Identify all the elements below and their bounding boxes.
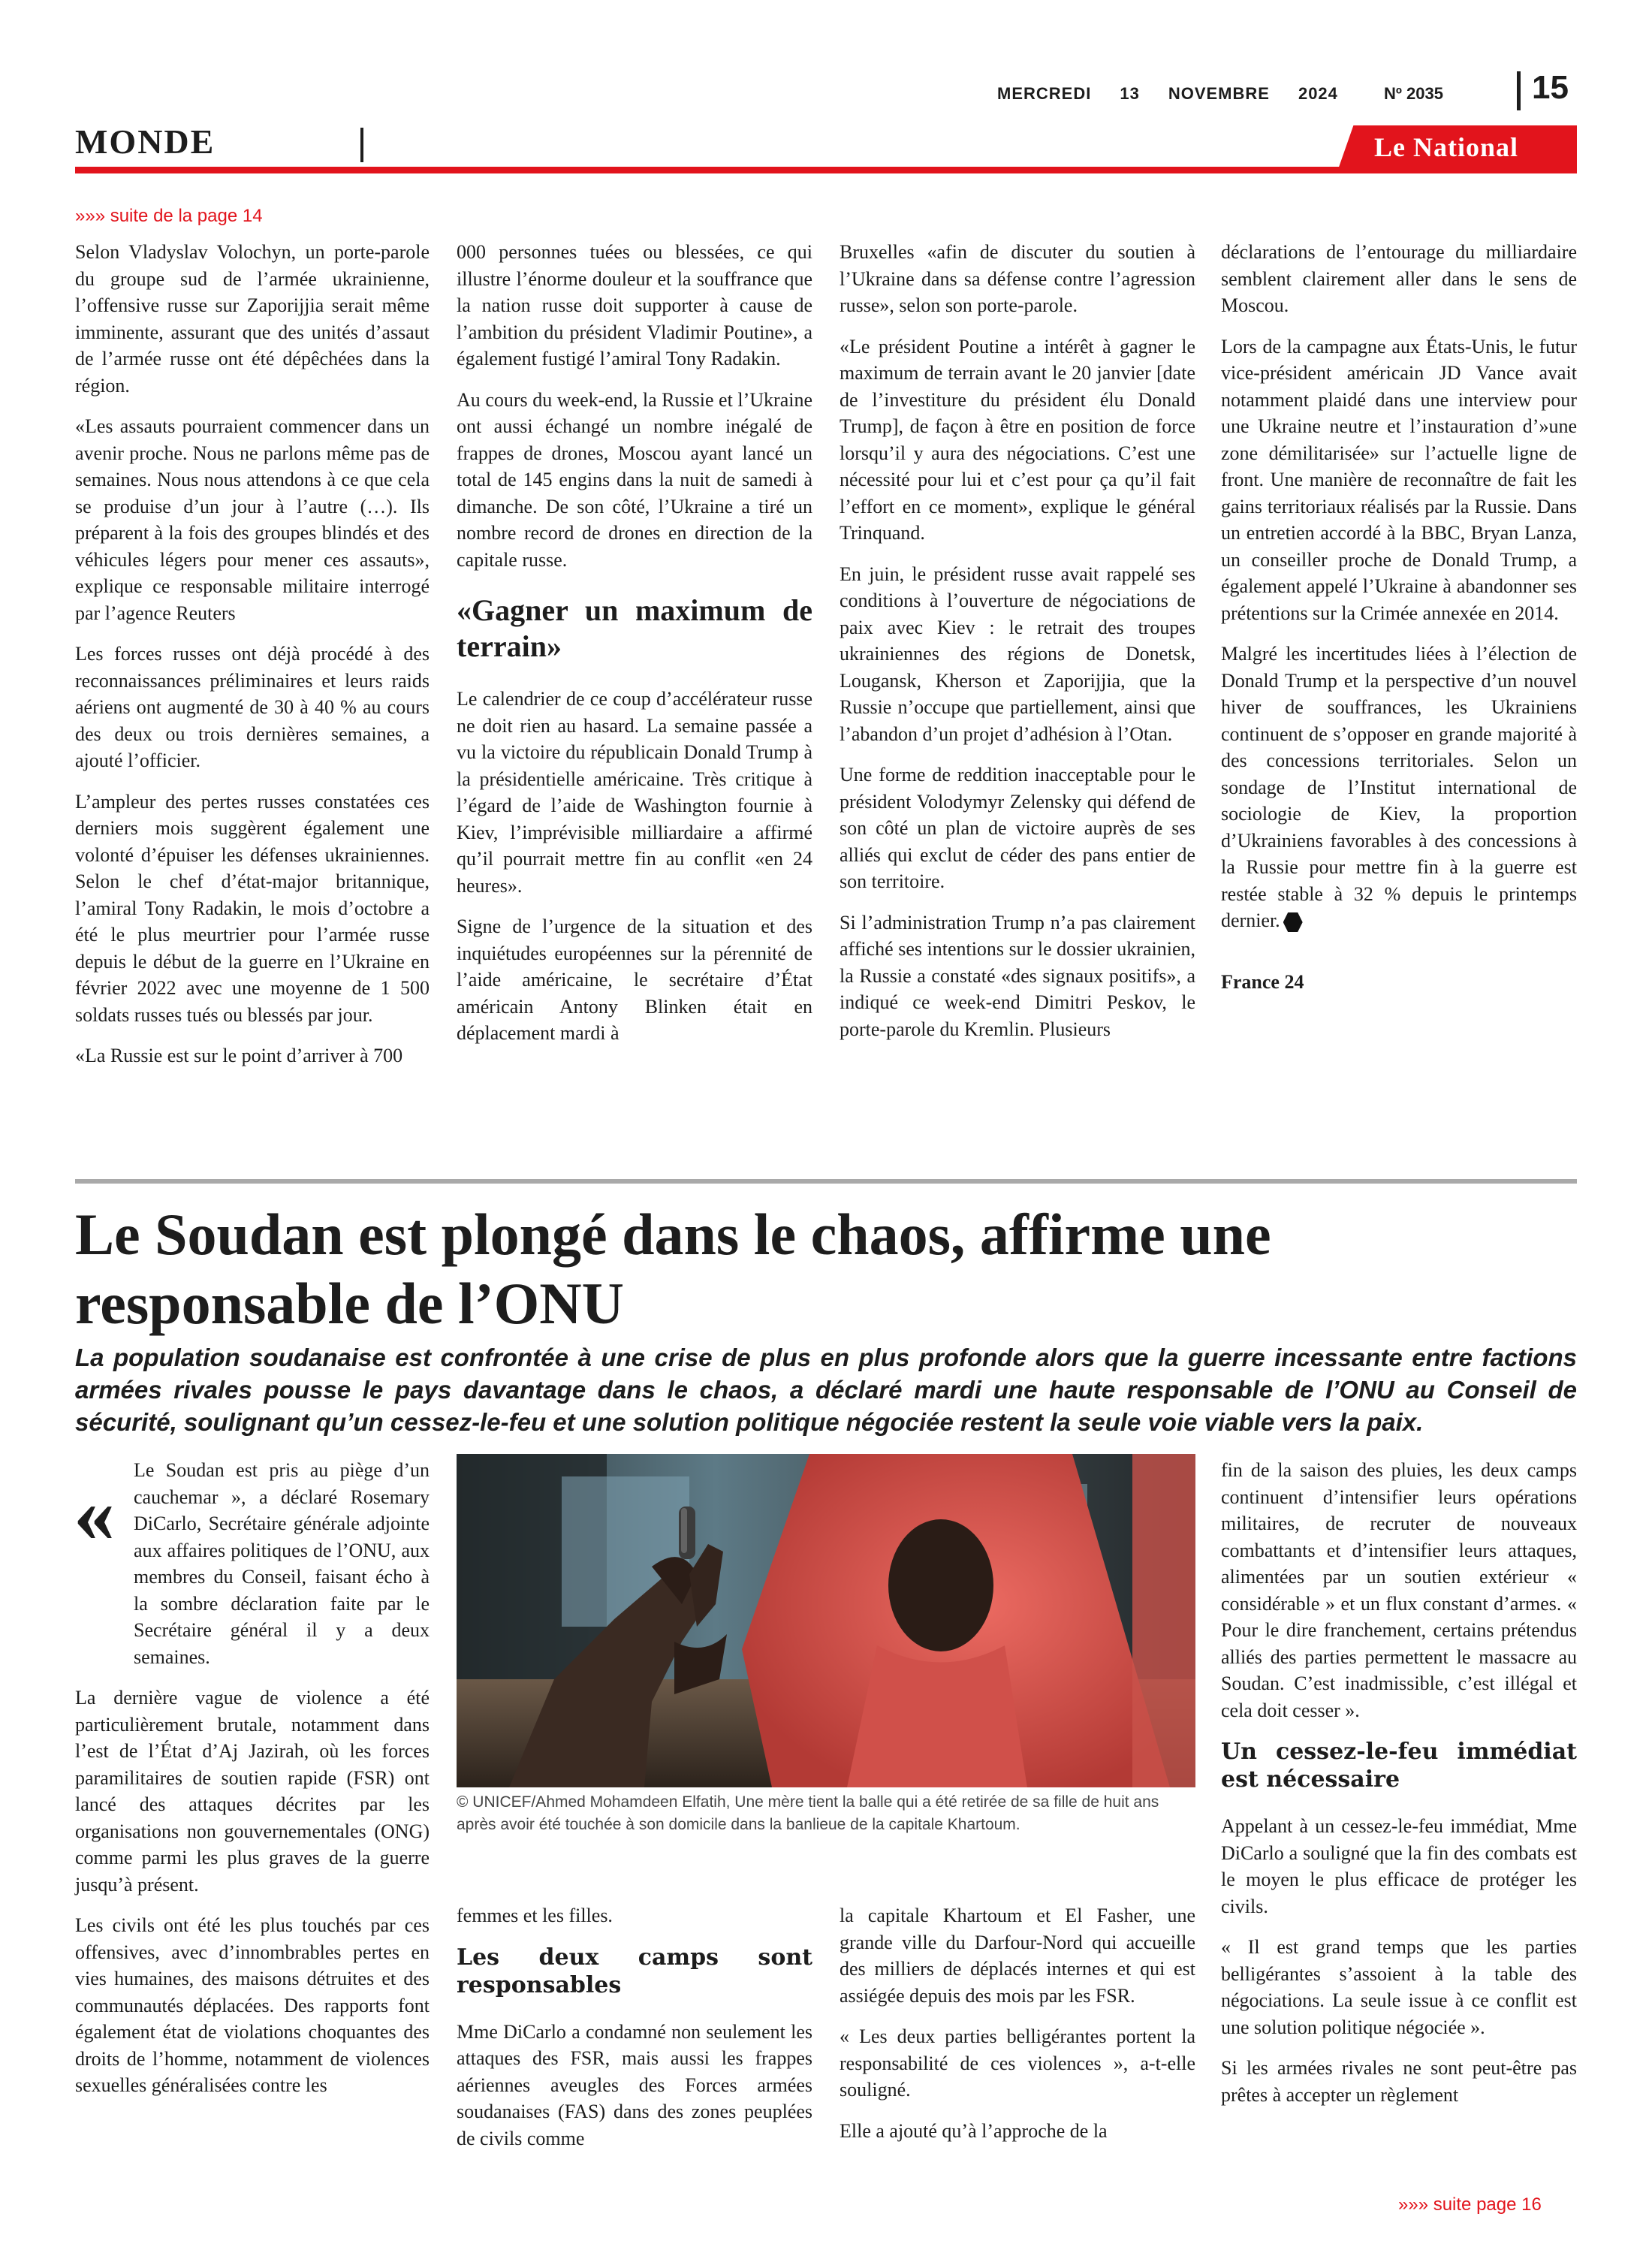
paragraph: Elle a ajouté qu’à l’approche de la xyxy=(840,2119,1108,2142)
article2-subhead-1: Les deux camps sont responsables xyxy=(457,1944,812,1998)
paragraph: Appelant à un cessez-le-feu immédiat, Mme DiCarlo a souligné que la fin des combats est le moyen le plus efficace de protéger les civils. xyxy=(1221,1815,1577,1917)
paragraph: L’ampleur des pertes russes constatées ces derniers mois suggèrent également une volonté d’épuiser les défenses ukrainiennes. Selon le chef d’état-major britannique, l’amiral Tony Radakin, le mois d’octobre a été le plus meurtrier pour l’armée russe depuis le début de la guerre en l’Ukraine en février 2022 avec une moyenne de 1 500 soldats russes tués ou blessés par jour. xyxy=(75,790,430,1026)
article1-source: France 24 xyxy=(1221,970,1304,993)
article1-column4 xyxy=(1221,239,1577,1009)
paragraph: Signe de l’urgence de la situation et des inquiétudes européennes sur la pérennité de l’aide américaine, le secrétaire d’État américain Antony Blinken était en déplacement mardi à xyxy=(457,915,812,1044)
photo-caption: © UNICEF/Ahmed Mohamdeen Elfatih, Une mère tient la balle qui a été retirée de sa fille de huit ans après avoir été touchée à son domicile dans la banlieue de la capitale Khartoum. xyxy=(457,1793,1159,1833)
paragraph: Le calendrier de ce coup d’accélérateur russe ne doit rien au hasard. La semaine passée a vu la victoire du républicain Donald Trump à la présidentielle américaine. Très critique à l’égard de l’aide de Washington fournie à Kiev, l’imprévisible milliardaire a affirmé qu’il pourrait mettre fin au conflit «en 24 heures». xyxy=(457,688,812,897)
issue-day: MERCREDI xyxy=(997,84,1092,103)
paragraph xyxy=(1221,641,1577,934)
paragraph: La dernière vague de violence a été particulièrement brutale, notamment dans l’est de l’État d’Aj Jazirah, où les forces paramilitaires de soutien rapide (FSR) ont lancé des attaques décrites par les organisations non gouvernementales (ONG) comme parmi les plus graves de la guerre jusqu’à présent. xyxy=(75,1687,430,1896)
article2-column3 xyxy=(840,1902,1195,2158)
issue-year: 2024 xyxy=(1298,84,1338,103)
paragraph: «Le président Poutine a intérêt à gagner le maximum de terrain avant le 20 janvier [date de l’investiture du président élu Donald Trump], de façon à être en position de force lorsqu’il y aura des négociations. C’est une nécessité pour lui et c’est pour ça qu’il fait l’effort en ce moment», explique le général Trinquand. xyxy=(840,335,1195,544)
paragraph: « Il est grand temps que les parties belligérantes s’assoient à la table des négociations. La seule issue à ce conflit est une solution politique négociée ». xyxy=(1221,1936,1577,2038)
issue-month: NOVEMBRE xyxy=(1168,84,1270,103)
continued-to: »»» suite page 16 xyxy=(1398,2194,1542,2215)
paragraph: « Les deux parties belligérantes portent la responsabilité de ces violences », a-t-elle souligné. xyxy=(840,2025,1195,2101)
paragraph: Si l’administration Trump n’a pas clairement affiché ses intentions sur le dossier ukrainien, la Russie a constaté «des signaux positifs», a indiqué ce week-end Dimitri Peskov, le porte-parole du Kremlin. Plusieurs xyxy=(840,911,1195,1040)
issue-day-num: 13 xyxy=(1120,84,1140,103)
article1-column1 xyxy=(75,239,430,1084)
paragraph: déclarations de l’entourage du milliardaire semblent clairement aller dans le sens de Moscou. xyxy=(1221,241,1577,316)
header-divider xyxy=(1517,71,1521,110)
paragraph: Lors de la campagne aux États-Unis, le futur vice-président américain JD Vance avait notamment plaidé dans une interview pour une Ukraine neutre et l’instauration d’»une zone démilitarisée» sur l’actuelle ligne de front. Une manière de reconnaître de fait les gains territoriaux réalisés par la Russie. Dans un entretien accordé à la BBC, Bryan Lanza, un conseiller proche de Donald Trump, a également appelé l’Ukraine à abandonner ses prétentions sur la Crimée annexée en 2014. xyxy=(1221,335,1577,624)
paragraph: fin de la saison des pluies, les deux camps continuent d’intensifier leurs opérations militaires, de recruter de nouveaux combattants et d’intensifier leurs attaques, alimentées par un soutien extérieur « considérable » et un flux constant d’armes. « Pour le dire franchement, certains prétendus alliés des parties permettent le massacre au Soudan. C’est inadmissible, c’est illégal et cela doit cesser ». xyxy=(1221,1459,1577,1721)
article2-column4 xyxy=(1221,1457,1577,2122)
paragraph: En juin, le président russe avait rappelé ses conditions à l’ouverture de négociations de paix avec Kiev : le retrait des troupes ukrainiennes des régions de Donetsk, Lougansk, Kherson et Zaporijjia, que la Russie n’occupe que partiellement, ainsi que l’abandon d’un projet d’adhésion à l’Otan. xyxy=(840,562,1195,745)
paragraph: Selon Vladyslav Volochyn, un porte-parole du groupe sud de l’armée ukrainienne, l’offensive russe sur Zaporijjia serait même imminente, assurant que des unités d’assaut de l’armée russe ont été dépêchées dans la région. xyxy=(75,241,430,397)
paragraph: femmes et les filles. xyxy=(457,1905,613,1926)
paragraph-text: Malgré les incertitudes liées à l’élection de Donald Trump et la perspective d’un nouvel hiver de souffrances, les Ukrainiens continuent de s’opposer en grande majorité à des concessions territoriales. Selon un sondage de l’Institut international de sociologie de Kiev, la proportion d’Ukrainiens favorables à des concessions à la Russie pour mettre fin à la guerre est restée stable à 32 % depuis le printemps dernier. xyxy=(1221,643,1577,931)
end-of-article-icon xyxy=(1283,912,1303,932)
article2-column2 xyxy=(457,1902,812,2166)
paragraph: Si les armées rivales ne sont peut-être pas prêtes à accepter un règlement xyxy=(1221,2057,1577,2106)
paragraph: «La Russie est sur le point d’arriver à 700 xyxy=(75,1045,403,1066)
drop-quote-mark: « xyxy=(74,1467,115,1559)
photo-mother-holding-bullet xyxy=(457,1454,1195,1787)
paragraph: la capitale Khartoum et El Fasher, une grande ville du Darfour-Nord qui accueille des milliers de déplacés internes et qui est assiégée depuis des mois par les FSR. xyxy=(840,1905,1195,2007)
article1-column2 xyxy=(457,239,812,1061)
issue-number: Nº 2035 xyxy=(1384,84,1443,103)
article2-column1 xyxy=(75,1457,430,2113)
paragraph: «Les assauts pourraient commencer dans un avenir proche. Nous ne parlons même pas de semaines. Nous nous attendons à ce que cela se produise d’un jour à l’autre (…). Ils préparent à la fois des groupes blindés et des véhicules légers pour mener ces assauts», explique ce responsable militaire interrogé par l’agence Reuters xyxy=(75,415,430,624)
continued-from: »»» suite de la page 14 xyxy=(75,206,263,226)
section-divider xyxy=(360,128,363,162)
paragraph: Une forme de reddition inacceptable pour le président Volodymyr Zelensky qui défend de son côté un plan de victoire auprès de ses alliés qui exclut de céder des pans entier de son territoire. xyxy=(840,764,1195,892)
brand-logo: Le National xyxy=(1374,132,1519,162)
issue-date xyxy=(997,84,1367,104)
article2-lead: La population soudanaise est confrontée à une crise de plus en plus profonde alors que la guerre incessante entre factions armées rivales pousse le pays davantage dans le chaos, a déclaré mardi une haute responsable de l’ONU au Conseil de sécurité, soulignant qu’un cessez-le-feu et une solution politique négociée restent la seule voie viable vers la paix. xyxy=(75,1344,1577,1436)
paragraph: Les forces russes ont déjà procédé à des reconnaissances préliminaires et leurs raids aériens ont augmenté de 30 à 40 % au cours des deux ou trois dernières semaines, a ajouté l’officier. xyxy=(75,643,430,771)
paragraph: Les civils ont été les plus touchés par ces offensives, avec d’innombrables pertes en vies humaines, des maisons détruites et des communautés déplacées. Des rapports font également état de violations choquantes des droits de l’homme, notamment de violences sexuelles généralisées contre les xyxy=(75,1914,430,2096)
article-divider xyxy=(75,1179,1577,1184)
article2-photo xyxy=(457,1454,1195,1787)
section-title: MONDE xyxy=(75,122,216,161)
paragraph: Mme DiCarlo a condamné non seulement les attaques des FSR, mais aussi les frappes aériennes aveugles des Forces armées soudanaises (FAS) dans des zones peuplées de civils comme xyxy=(457,2020,812,2149)
article1-column3 xyxy=(840,239,1195,1057)
article2-subhead-2: Un cessez-le-feu immédiat est nécessaire xyxy=(1221,1739,1577,1793)
page-number: 15 xyxy=(1532,69,1569,106)
article2-headline: Le Soudan est plongé dans le chaos, affirme une responsable de l’ONU xyxy=(75,1202,1271,1336)
article1-subhead: «Gagner un maximum de terrain» xyxy=(457,593,812,663)
paragraph: Bruxelles «afin de discuter du soutien à l’Ukraine dans sa défense contre l’agression russe», selon son porte-parole. xyxy=(840,241,1195,316)
paragraph: Au cours du week-end, la Russie et l’Ukraine ont aussi échangé un nombre inégalé de frappes de drones, Moscou ayant lancé un total de 145 engins dans la nuit de samedi à dimanche. De son côté, l’Ukraine a tiré un nombre record de drones en direction de la capitale russe. xyxy=(457,388,812,571)
paragraph: Le Soudan est pris au piège d’un cauchemar », a déclaré Rosemary DiCarlo, Secrétaire générale adjointe aux affaires politiques de l’ONU, aux membres du Conseil, faisant écho à la sombre déclaration faite par le Secrétaire général il y a deux semaines. xyxy=(134,1459,430,1668)
paragraph: 000 personnes tuées ou blessées, ce qui illustre l’énorme douleur et la souffrance que la nation russe doit supporter à cause de l’ambition du président Vladimir Poutine», a également fustigé l’amiral Tony Radakin. xyxy=(457,241,812,369)
